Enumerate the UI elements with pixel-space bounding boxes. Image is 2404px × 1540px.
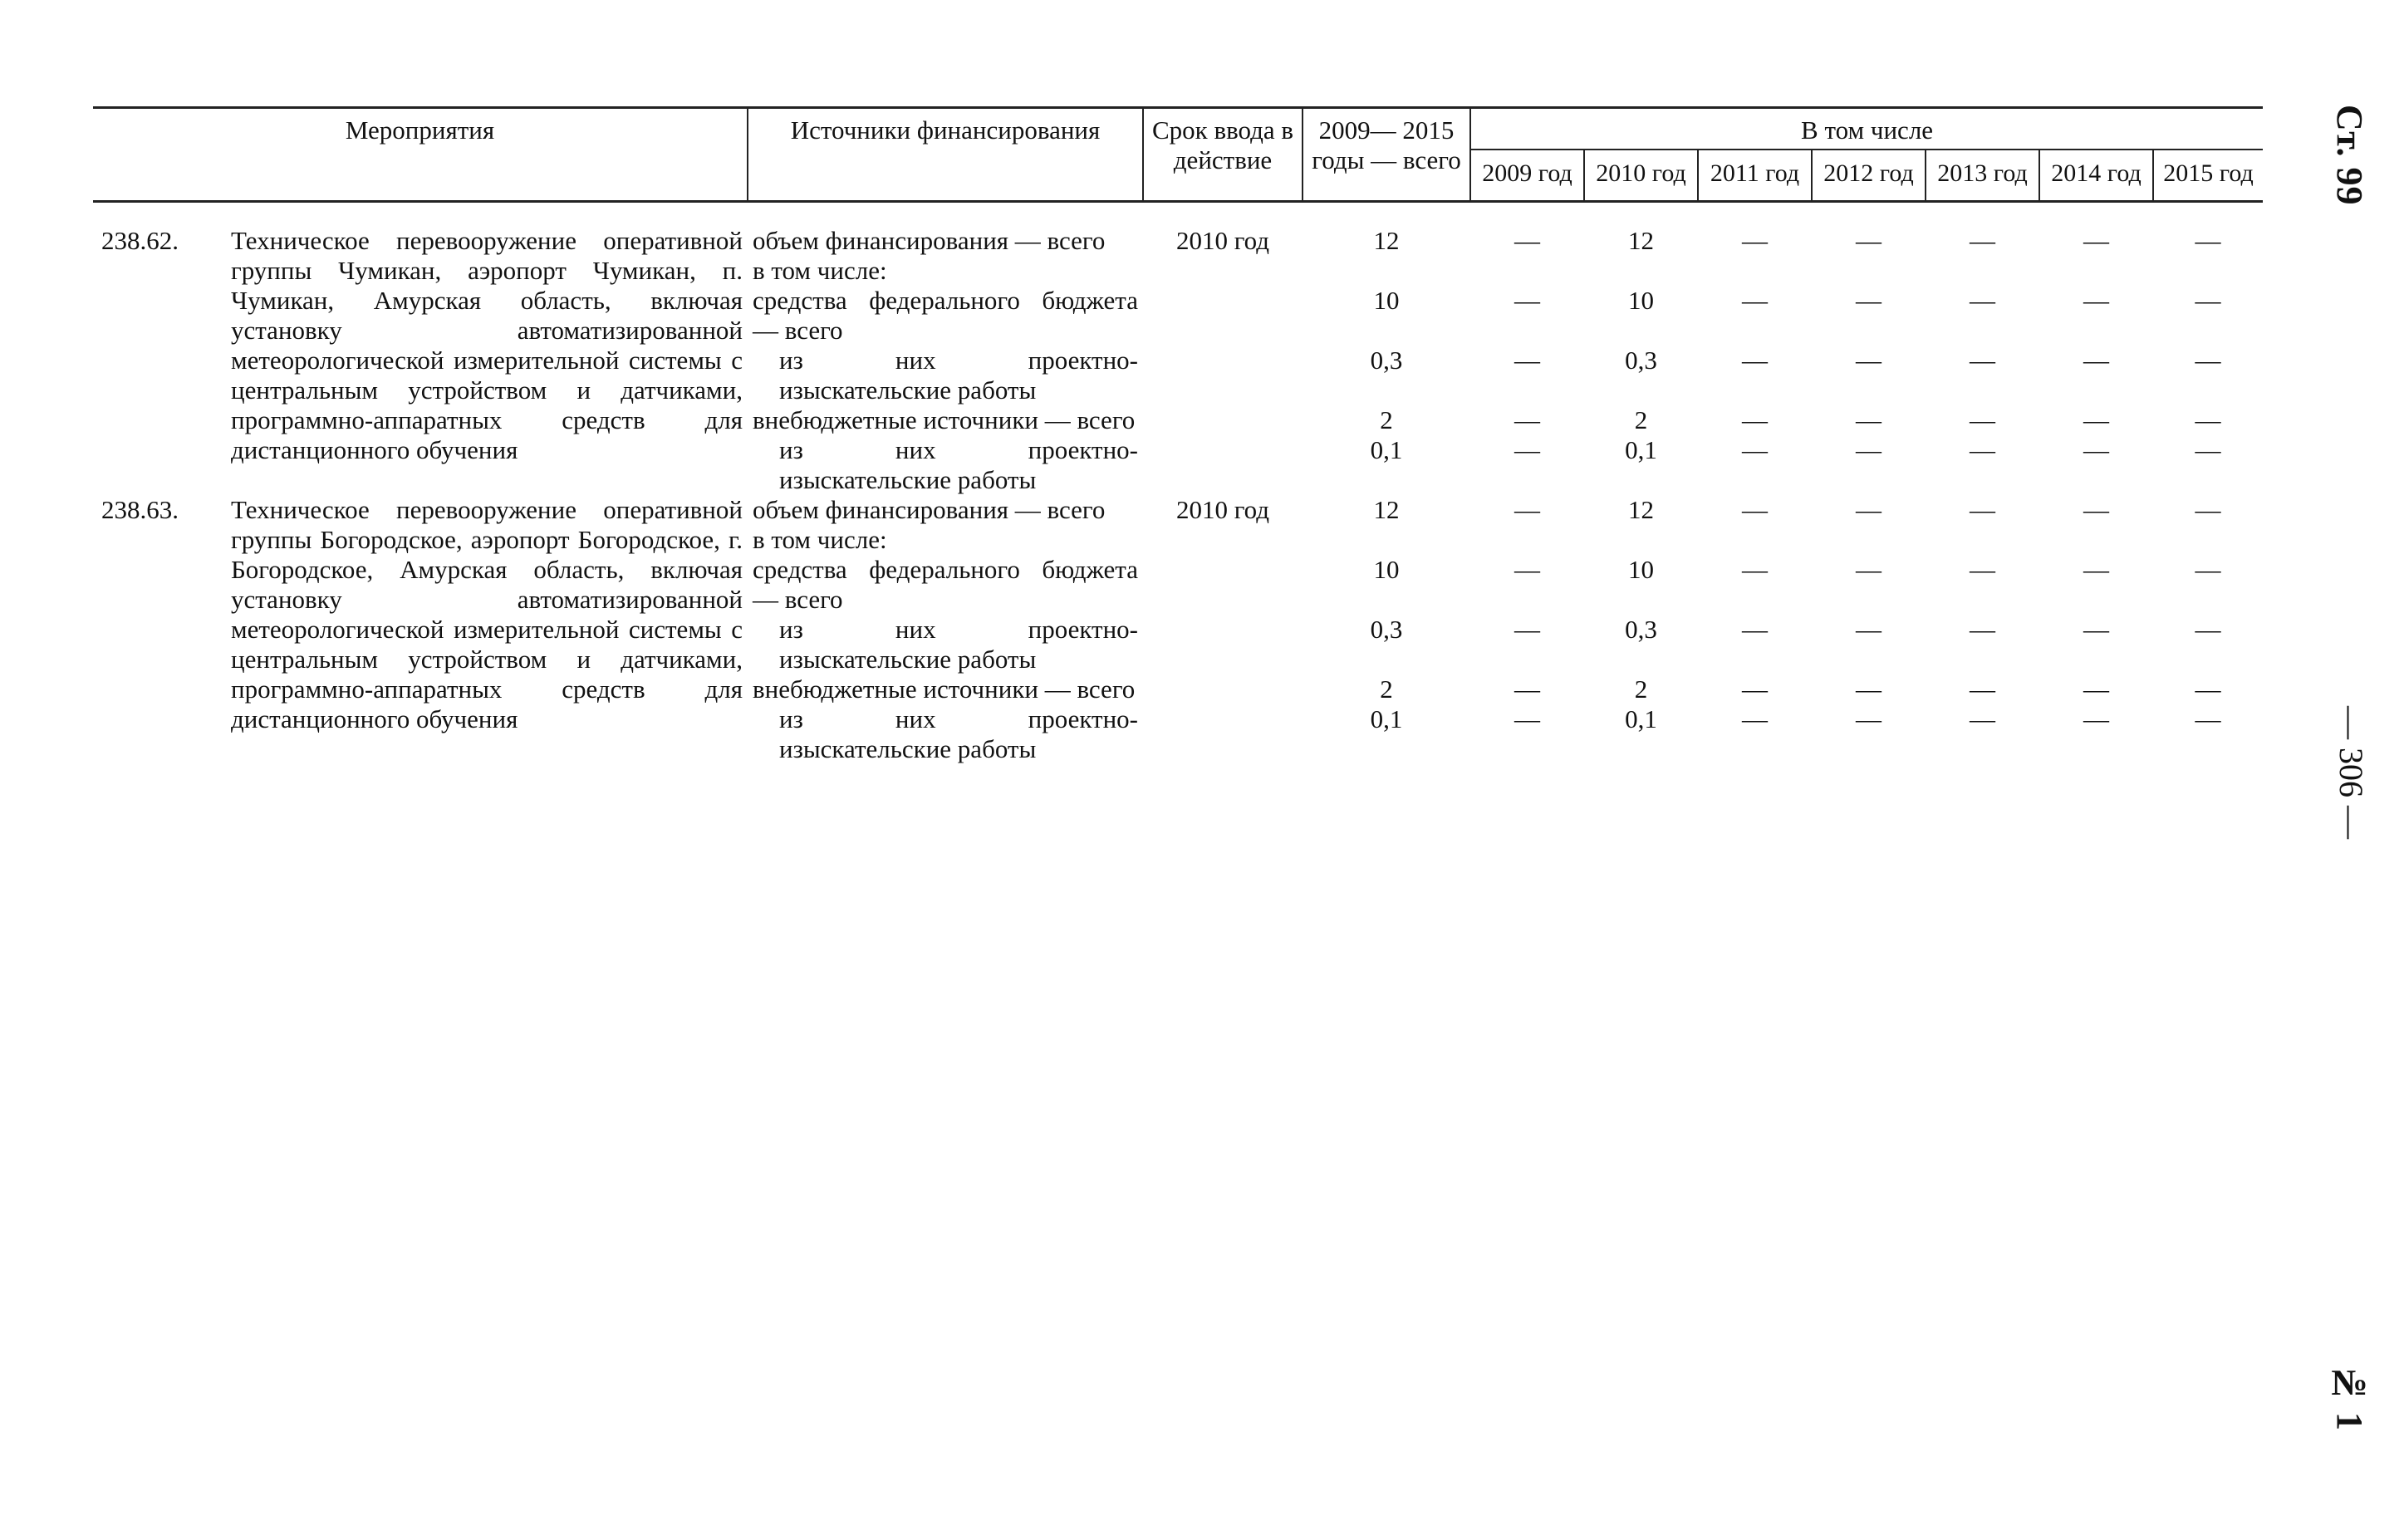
header-year: 2013 год — [1926, 150, 2039, 202]
year-value-cell: — — [1856, 674, 1881, 704]
year-value-cell: — — [2195, 555, 2221, 584]
year-value-cell: 12 — [1628, 495, 1654, 524]
term-cell — [1143, 405, 1303, 435]
year-value-cell: 0,3 — [1625, 346, 1657, 375]
total-cell: 10 — [1373, 555, 1400, 584]
year-value-cell: — — [1742, 615, 1768, 644]
total-cell — [1303, 525, 1470, 555]
table-header — [93, 108, 2263, 202]
header-measures: Мероприятия — [93, 108, 748, 202]
year-value-cell: 10 — [1628, 286, 1654, 315]
year-value-cell: — — [1970, 435, 1995, 464]
year-value-cell: — — [1970, 615, 1995, 644]
funding-source: из них проектно-изыскательские работы — [779, 704, 1138, 763]
funding-source: объем финансирования — всего — [753, 495, 1106, 524]
year-value-cell: — — [1856, 226, 1881, 255]
year-value-cell — [1926, 256, 2039, 286]
year-value-cell: — — [1856, 704, 1881, 733]
year-value-cell: — — [2083, 226, 2109, 255]
header-term: Срок ввода в действие — [1143, 108, 1303, 202]
year-value-cell: — — [2083, 555, 2109, 584]
funding-source: внебюджетные источники — всего — [753, 405, 1136, 434]
year-value-cell — [2039, 525, 2153, 555]
funding-table — [93, 106, 2263, 764]
total-cell: 0,3 — [1370, 346, 1403, 375]
year-value-cell — [2153, 256, 2263, 286]
header-year: 2012 год — [1812, 150, 1926, 202]
term-cell — [1143, 525, 1303, 555]
funding-source: средства федерального бюджета — всего — [753, 555, 1138, 614]
issue-number: № 1 — [2329, 1362, 2370, 1430]
year-value-cell: — — [1856, 405, 1881, 434]
year-value-cell: 12 — [1628, 226, 1654, 255]
year-value-cell — [2039, 256, 2153, 286]
year-value-cell: — — [2195, 435, 2221, 464]
term-cell: 2010 год — [1175, 226, 1270, 255]
year-value-cell: — — [2195, 615, 2221, 644]
year-value-cell: — — [1514, 555, 1540, 584]
year-value-cell: — — [1742, 435, 1768, 464]
total-cell: 0,1 — [1370, 704, 1403, 733]
year-value-cell: — — [1856, 346, 1881, 375]
year-value-cell: 2 — [1634, 674, 1648, 704]
year-value-cell: — — [1514, 435, 1540, 464]
year-value-cell: 0,3 — [1625, 615, 1657, 644]
year-value-cell — [1698, 525, 1812, 555]
funding-source: из них проектно-изыскательские работы — [779, 615, 1138, 674]
term-cell — [1143, 615, 1303, 674]
term-cell — [1143, 286, 1303, 346]
total-cell: 12 — [1373, 226, 1400, 255]
year-value-cell: — — [1742, 226, 1768, 255]
year-value-cell: — — [2083, 615, 2109, 644]
header-including: В том числе — [1470, 108, 2263, 150]
year-value-cell — [1584, 525, 1698, 555]
article-number: Ст. 99 — [2329, 105, 2370, 206]
funding-source: в том числе: — [753, 256, 887, 285]
total-cell: 0,1 — [1370, 435, 1403, 464]
year-value-cell: — — [2195, 286, 2221, 315]
header-year: 2009 год — [1470, 150, 1584, 202]
funding-source: объем финансирования — всего — [753, 226, 1106, 255]
year-value-cell — [1698, 256, 1812, 286]
item-title: Техническое перевооружение оперативной группы Богородское, аэропорт Богородское, г. Богородское, Амурская область, включая установку автоматизированной метеорологической измерительной системы с центральным устройством и датчиками, программно-аппаратных средств для дистанционного обучения — [231, 495, 743, 733]
item-title: Техническое перевооружение оперативной группы Чумикан, аэропорт Чумикан, п. Чумикан, Амурская область, включая установку автоматизированной метеорологической измерительной системы с центральным устройством и датчиками, программно-аппаратных средств для дистанционного обучения — [231, 226, 743, 464]
year-value-cell: — — [1970, 674, 1995, 704]
total-cell: 12 — [1373, 495, 1400, 524]
year-value-cell: — — [1970, 704, 1995, 733]
year-value-cell: — — [2195, 704, 2221, 733]
year-value-cell: — — [2083, 405, 2109, 434]
funding-source: из них проектно-изыскательские работы — [779, 346, 1138, 405]
year-value-cell: — — [1742, 674, 1768, 704]
year-value-cell: — — [1514, 226, 1540, 255]
year-value-cell — [1470, 256, 1584, 286]
year-value-cell: — — [1514, 674, 1540, 704]
year-value-cell: — — [2195, 405, 2221, 434]
year-value-cell: — — [1742, 555, 1768, 584]
year-value-cell: — — [2083, 704, 2109, 733]
term-cell — [1143, 435, 1303, 495]
year-value-cell: — — [1514, 704, 1540, 733]
term-cell — [1143, 346, 1303, 405]
year-value-cell: 0,1 — [1625, 704, 1657, 733]
year-value-cell — [1470, 525, 1584, 555]
year-value-cell: — — [1970, 226, 1995, 255]
year-value-cell: — — [1742, 346, 1768, 375]
year-value-cell: — — [1856, 615, 1881, 644]
year-value-cell: — — [2195, 495, 2221, 524]
term-cell: 2010 год — [1175, 495, 1270, 524]
year-value-cell: — — [1970, 405, 1995, 434]
year-value-cell: 0,1 — [1625, 435, 1657, 464]
total-cell — [1303, 256, 1470, 286]
year-value-cell — [2153, 525, 2263, 555]
table-row — [93, 495, 2263, 525]
year-value-cell: — — [1856, 555, 1881, 584]
year-value-cell: — — [2195, 674, 2221, 704]
year-value-cell: — — [1970, 555, 1995, 584]
table-row — [93, 226, 2263, 256]
page-number: — 306 — — [2333, 706, 2370, 839]
year-value-cell: — — [1970, 346, 1995, 375]
year-value-cell: — — [2083, 286, 2109, 315]
header-year: 2011 год — [1698, 150, 1812, 202]
year-value-cell: — — [1742, 405, 1768, 434]
term-cell — [1143, 674, 1303, 704]
year-value-cell: — — [1856, 495, 1881, 524]
total-cell: 2 — [1380, 674, 1393, 704]
funding-source: внебюджетные источники — всего — [753, 674, 1136, 704]
year-value-cell: — — [2083, 674, 2109, 704]
total-cell: 0,3 — [1370, 615, 1403, 644]
year-value-cell — [1812, 525, 1926, 555]
term-cell — [1143, 704, 1303, 764]
header-sources: Источники финансирования — [748, 108, 1143, 202]
year-value-cell: — — [2083, 435, 2109, 464]
year-value-cell: — — [1856, 435, 1881, 464]
year-value-cell: — — [1514, 346, 1540, 375]
header-year: 2015 год — [2153, 150, 2263, 202]
year-value-cell: — — [2195, 346, 2221, 375]
year-value-cell: — — [1742, 704, 1768, 733]
year-value-cell: — — [1742, 286, 1768, 315]
funding-source: средства федерального бюджета — всего — [753, 286, 1138, 345]
year-value-cell: — — [1856, 286, 1881, 315]
year-value-cell: — — [1514, 405, 1540, 434]
table-body — [93, 202, 2263, 765]
total-cell: 10 — [1373, 286, 1400, 315]
year-value-cell: — — [1514, 286, 1540, 315]
year-value-cell — [1812, 256, 1926, 286]
year-value-cell: — — [1970, 495, 1995, 524]
header-year: 2014 год — [2039, 150, 2153, 202]
header-total: 2009— 2015 годы — всего — [1303, 108, 1470, 202]
year-value-cell: — — [1742, 495, 1768, 524]
year-value-cell — [1926, 525, 2039, 555]
funding-source: из них проектно-изыскательские работы — [779, 435, 1138, 494]
term-cell — [1143, 256, 1303, 286]
year-value-cell — [1584, 256, 1698, 286]
year-value-cell: — — [1970, 286, 1995, 315]
funding-source: в том числе: — [753, 525, 887, 554]
year-value-cell: 2 — [1634, 405, 1648, 434]
term-cell — [1143, 555, 1303, 615]
item-number: 238.63. — [101, 495, 179, 524]
year-value-cell: — — [2083, 346, 2109, 375]
item-number: 238.62. — [101, 226, 179, 255]
year-value-cell: 10 — [1628, 555, 1654, 584]
year-value-cell: — — [1514, 495, 1540, 524]
total-cell: 2 — [1380, 405, 1393, 434]
header-year: 2010 год — [1584, 150, 1698, 202]
year-value-cell: — — [2195, 226, 2221, 255]
year-value-cell: — — [2083, 495, 2109, 524]
year-value-cell: — — [1514, 615, 1540, 644]
